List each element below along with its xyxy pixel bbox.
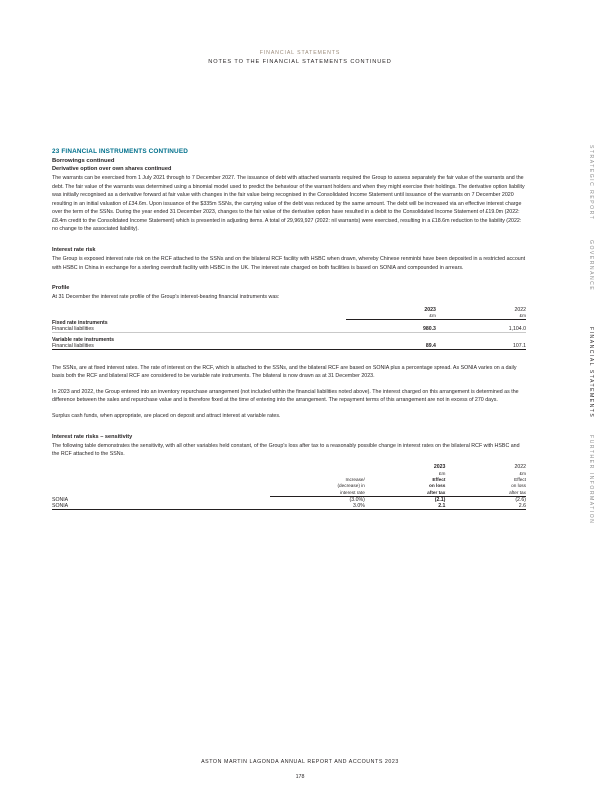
sens-header-2023-line2: on loss <box>428 483 446 489</box>
sens-header-2022-unit: £m <box>519 470 526 476</box>
side-nav-item-financial-statements: FINANCIAL STATEMENTS <box>588 327 594 419</box>
interest-rate-profile-table <box>52 307 526 350</box>
sens-row-1-2022: 2.6 <box>445 503 526 510</box>
header-section-label: FINANCIAL STATEMENTS <box>259 50 341 56</box>
side-nav-item-strategic-report: STRATEGIC REPORT <box>588 145 594 221</box>
sens-row-0-label: SONIA <box>52 497 69 504</box>
page-content <box>52 148 526 510</box>
note-title: 23 FINANCIAL INSTRUMENTS CONTINUED <box>52 148 188 155</box>
page-header <box>0 50 600 65</box>
sens-header-2022 <box>445 464 526 497</box>
sens-row-1-label: SONIA <box>52 503 270 510</box>
sens-header-2022-line2: on loss <box>511 483 526 489</box>
derivative-paragraph: The warrants can be exercised from 1 July 2021 through to 7 December 2027. The issuance of debt with attached warrants required the Group to assess separately the fair value of the warrants and the debt. The fair value of the warrants was determined using a binomial model used to predict the behaviour of the warrant holders and when they might exercise their holdings. The derivative option liability was initially recognised as a derivative forward at fair value with changes in the fair value being recognised in the Consolidated Income Statement until issuance of the warrants on 7 December 2020 resulting in an initial valuation of £34.6m. Upon issuance of the $335m SSNs, the carrying value of the debt was reduced by the same amount. The debt will be increased via an effective interest charge over the term of the SSNs. During the year ended 31 December 2023, changes to the fair value of the derivative option have resulted in a debit to the Consolidated Income Statement of £19.0m (2022: £8.4m credit to the Consolidated Income Statement) which is presented in adjusting items. A total of 29,969,927 (2022: nil warrants) were exercised, resulting in a £18.6m reduction to the liability (2022: no change to the associated liability). <box>52 175 525 233</box>
derivative-heading: Derivative option over own shares continued <box>52 166 172 172</box>
row-label-variable-fin-liabilities: Financial liabilities <box>52 343 346 350</box>
header-subtitle: NOTES TO THE FINANCIAL STATEMENTS CONTINUED <box>208 59 392 65</box>
sens-header-2023 <box>365 464 446 497</box>
table-header-2023-year: 2023 <box>424 306 436 313</box>
row-value-variable-2022: 107.1 <box>436 343 526 350</box>
sens-header-rate-change <box>270 464 365 497</box>
side-nav-item-further-information: FURTHER INFORMATION <box>588 435 594 525</box>
row-value-fixed-2023: 980.3 <box>422 325 436 332</box>
group-label-fixed: Fixed rate instruments <box>52 319 108 326</box>
sens-header-row <box>52 464 526 497</box>
row-value-variable-2023: 89.4 <box>346 343 436 350</box>
profile-table-wrapper <box>52 307 526 350</box>
sens-header-blank <box>52 464 270 497</box>
sens-header-2022-line1: Effect <box>514 477 526 483</box>
table-header-2023 <box>346 307 436 320</box>
table-header-2023-unit: £m <box>429 313 436 319</box>
note-subtitle: Borrowings continued <box>52 158 115 164</box>
row-label-fixed-fin-liabilities: Financial liabilities <box>52 325 94 332</box>
sens-header-rate-line1: Increase/ <box>345 477 365 483</box>
sens-header-2022-line3: after tax <box>509 489 526 495</box>
sens-row-0-2022: (2.6) <box>515 497 526 504</box>
sens-row-0-rate: (3.0%) <box>349 497 365 504</box>
document-page <box>0 50 600 806</box>
profile-heading: Profile <box>52 285 70 292</box>
sens-header-rate-line3: interest rate <box>340 489 365 495</box>
sens-row-1-rate: 3.0% <box>270 503 365 510</box>
post-table-paragraph-2: In 2023 and 2022, the Group entered into an inventory repurchase arrangement (not included within the financial liabilities noted above). The interest charged on this arrangement is determined as the difference between the sales and repurchase value and is therefore fixed at the time of entering into the arrangement. The repayment terms of this arrangement are not in excess of 270 days. <box>52 388 519 404</box>
sens-header-rate-line2: (decrease) in <box>337 483 365 489</box>
table-header-blank <box>52 307 346 320</box>
page-number: 178 <box>295 774 305 780</box>
profile-intro: At 31 December the interest rate profile of the Group's interest-bearing financial instruments was: <box>52 294 280 301</box>
interest-rate-sensitivity-table <box>52 464 526 510</box>
row-value-fixed-2022: 1,104.0 <box>508 325 526 332</box>
sens-header-2023-line1: Effect <box>432 477 446 483</box>
table-header-row <box>52 307 526 320</box>
side-nav-item-governance: GOVERNANCE <box>588 240 594 292</box>
sensitivity-intro: The following table demonstrates the sensitivity, with all other variables held constant, of the Group's loss after tax to a reasonably possible change in interest rates on the bilateral RCF with HSBC and the RCF attached to the SSNs. <box>52 442 520 458</box>
footer-title: ASTON MARTIN LAGONDA ANNUAL REPORT AND ACCOUNTS 2023 <box>201 759 399 765</box>
interest-rate-risk-paragraph: The Group is exposed interest rate risk on the RCF attached to the SSNs and on the bilateral RCF facility with HSBC when drawn, whereby Chinese renminbi have been deposited in a restricted account with HSBC in China in exchange for a sterling overdraft facility with HSBC in the UK. The interest rate charged on both facilities is based on SONIA and compounded in arrears. <box>52 256 526 271</box>
group-label-variable: Variable rate instruments <box>52 336 114 343</box>
sens-header-2022-year: 2022 <box>514 463 526 470</box>
interest-rate-risk-heading: Interest rate risk <box>52 247 96 254</box>
page-footer <box>0 759 600 780</box>
table-row <box>52 503 526 510</box>
post-table-paragraph-1: The SSNs, are at fixed interest rates. The rate of interest on the RCF, which is attached to the SSNs, and the bilateral RCF are based on SONIA plus a percentage spread. As SONIA varies on a daily basis both the RCF and bilateral RCF are considered to be variable rate instruments. The bilateral is now drawn as at 31 December 2023. <box>52 364 517 380</box>
table-header-2022-year: 2022 <box>514 306 526 313</box>
table-row <box>52 343 526 350</box>
sens-header-2023-line3: after tax <box>427 489 446 495</box>
side-navigation <box>580 145 594 525</box>
sensitivity-heading: Interest rate risks – sensitivity <box>52 433 133 440</box>
post-table-paragraph-3: Surplus cash funds, when appropriate, are placed on deposit and attract interest at variable rates. <box>52 412 281 419</box>
sens-row-1-2023: 2.1 <box>365 503 446 510</box>
sens-row-0-2023: (2.1) <box>434 497 446 504</box>
table-header-2022-unit: £m <box>519 313 526 319</box>
sens-header-2023-year: 2023 <box>433 463 446 470</box>
sens-header-2023-unit: £m <box>438 470 446 476</box>
table-header-2022 <box>436 307 526 320</box>
